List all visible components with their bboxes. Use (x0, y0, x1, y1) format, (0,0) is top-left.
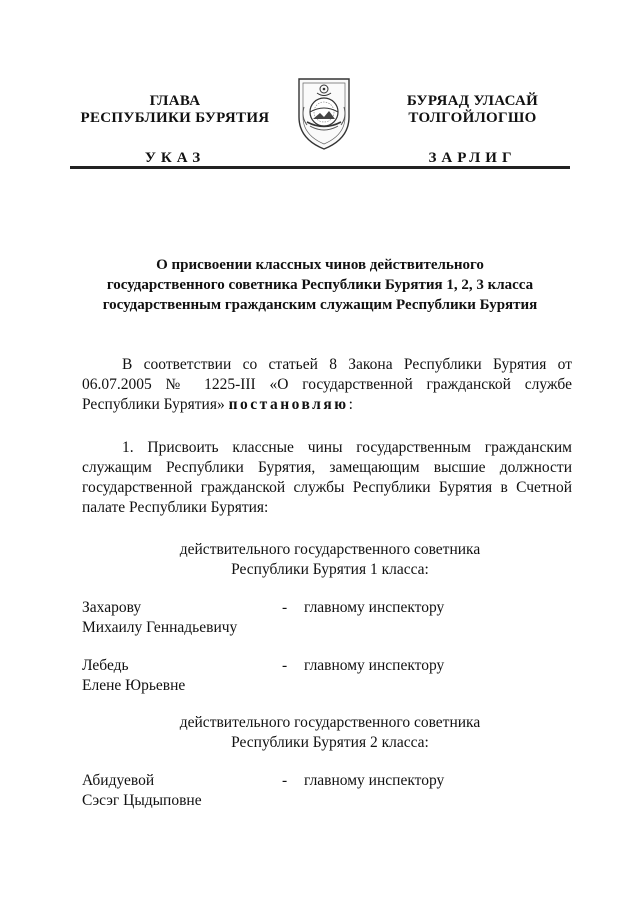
entry-dash: - (282, 657, 288, 674)
header-divider (70, 166, 570, 169)
entry-dash: - (282, 772, 288, 789)
title-line-3: государственным гражданским служащим Республики Бурятия (102, 297, 538, 313)
header-right-subtitle: ТОЛГОЙЛОГШО (408, 110, 537, 126)
person-entry (82, 771, 572, 811)
person-position: главному инспектору (304, 657, 445, 674)
coat-of-arms-emblem-icon (295, 73, 353, 153)
person-surname: Захарову (82, 599, 142, 616)
intro-text: В соответствии со статьей 8 Закона Республики Бурятия от 06.07.2005 № 1225-III «О государственной гражданской службе Республики Бурятия» (82, 356, 572, 413)
rank-2-line-1: действительного государственного советника (179, 714, 481, 731)
title-line-2: государственного советника Республики Бурятия 1, 2, 3 класса (106, 277, 534, 293)
intro-paragraph (82, 355, 572, 415)
person-position: главному инспектору (304, 772, 445, 789)
header-left (70, 93, 280, 167)
person-given-name: Елене Юрьевне (82, 677, 186, 694)
rank-heading-2 (90, 713, 570, 753)
header-left-subtitle: РЕСПУБЛИКИ БУРЯТИЯ (80, 110, 270, 126)
header-left-doc-type: УКАЗ (144, 150, 206, 166)
document-title (90, 255, 550, 315)
header-left-title: ГЛАВА (149, 93, 201, 109)
rank-1-line-1: действительного государственного советника (179, 541, 481, 558)
person-entry (82, 656, 572, 696)
rank-heading-1 (90, 540, 570, 580)
intro-end: : (348, 396, 353, 413)
entry-dash: - (282, 599, 288, 616)
decree-word: постановляю (228, 396, 349, 413)
person-surname: Лебедь (82, 657, 129, 674)
header-right-doc-type: ЗАРЛИГ (428, 150, 517, 166)
header-right (375, 93, 570, 167)
person-given-name: Сэсэг Цыдыповне (82, 792, 202, 809)
rank-1-line-2: Республики Бурятия 1 класса: (231, 561, 429, 578)
header-right-title: БУРЯАД УЛАСАЙ (406, 93, 539, 109)
title-line-1: О присвоении классных чинов действительного (156, 257, 484, 273)
item-1-paragraph: 1. Присвоить классные чины государственным гражданским служащим Республики Бурятия, замещающим высшие должности государственной гражданской службы Республики Бурятия в Счетной палате Республики Бурятия: (82, 439, 572, 516)
rank-2-line-2: Республики Бурятия 2 класса: (231, 734, 429, 751)
person-surname: Абидуевой (82, 772, 155, 789)
person-position: главному инспектору (304, 599, 445, 616)
person-entry (82, 598, 572, 638)
person-given-name: Михаилу Геннадьевичу (82, 619, 238, 636)
